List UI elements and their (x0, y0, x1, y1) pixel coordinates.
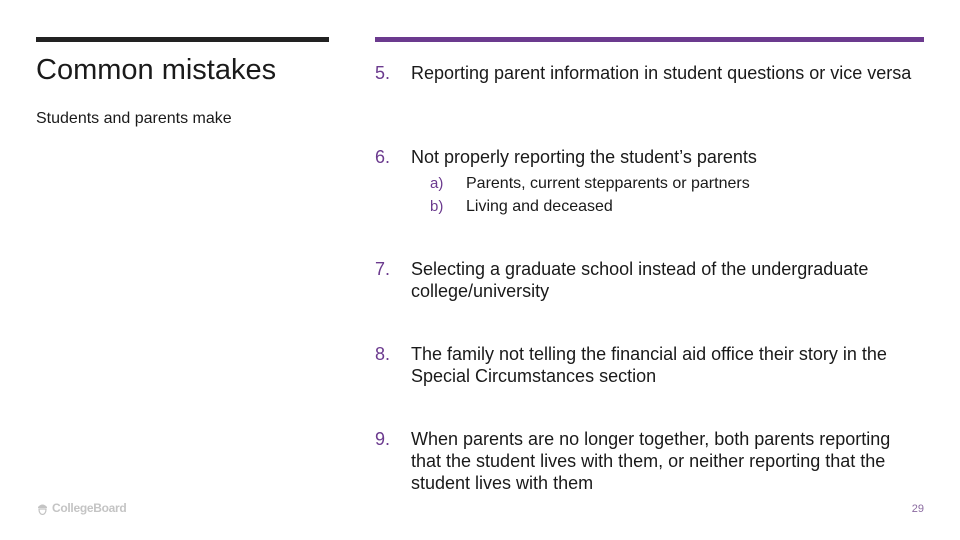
title-rule (36, 37, 329, 42)
item-number: 7. (375, 259, 391, 279)
sub-item-text: Living and deceased (466, 198, 613, 215)
item-number: 5. (375, 63, 391, 83)
item-number: 9. (375, 429, 391, 449)
item-number: 8. (375, 344, 391, 364)
college-board-logo (36, 501, 126, 515)
sub-list-item (430, 197, 613, 217)
list-item (375, 428, 925, 494)
slide-title: Common mistakes (36, 54, 277, 86)
content-rule (375, 37, 924, 42)
sub-item-text: Parents, current stepparents or partners (466, 175, 750, 192)
page-number: 29 (911, 503, 924, 515)
acorn-icon (36, 502, 49, 515)
item-text: Selecting a graduate school instead of the undergraduate college/university (411, 259, 869, 301)
slide-subtitle: Students and parents make (36, 110, 232, 127)
sub-item-letter: a) (430, 175, 444, 192)
list-item (375, 258, 925, 302)
list-item (375, 343, 925, 387)
item-number: 6. (375, 147, 391, 167)
item-text: Not properly reporting the student’s parents (411, 147, 757, 167)
logo-wordmark: CollegeBoard (52, 501, 127, 515)
list-item (375, 146, 925, 168)
sub-list-item (430, 174, 750, 194)
list-item (375, 62, 925, 84)
item-text: Reporting parent information in student questions or vice versa (411, 63, 912, 83)
item-text: The family not telling the financial aid office their story in the Special Circumstances section (411, 344, 887, 386)
sub-item-letter: b) (430, 198, 444, 215)
item-text: When parents are no longer together, both parents reporting that the student lives with them, or neither reporting that the student lives with them (411, 429, 891, 493)
